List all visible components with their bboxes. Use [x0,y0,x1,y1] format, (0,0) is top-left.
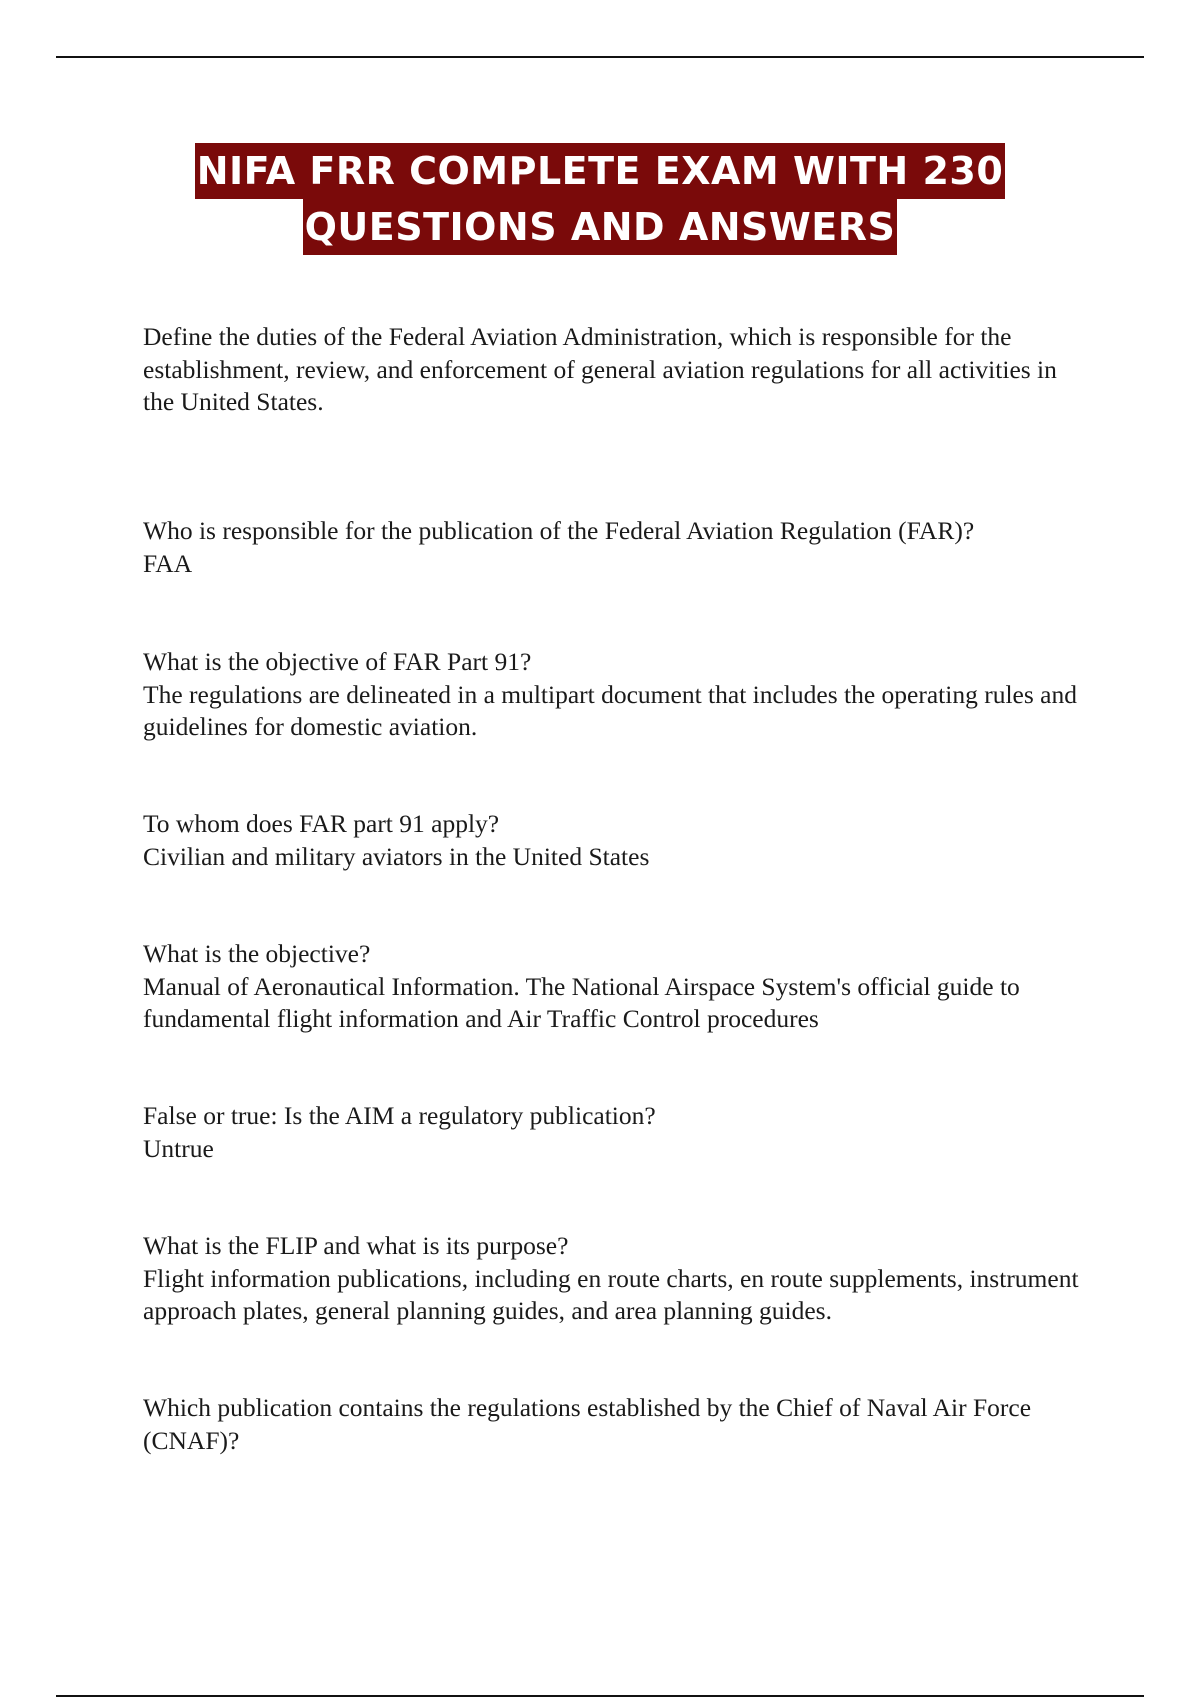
title-line-1: NIFA FRR COMPLETE EXAM WITH 230 [195,143,1006,199]
answer-text: FAA [143,548,193,578]
answer-text: Flight information publications, including en route charts, en route supplements, instrument approach plates, general planning guides, and area planning guides. [143,1263,1079,1325]
qa-entry-5 [143,938,1093,1036]
qa-entry-3 [143,646,1093,744]
question-text: Who is responsible for the publication of the Federal Aviation Regulation (FAR)? [143,516,975,545]
answer-text: Untrue [143,1133,214,1163]
question-text: What is the FLIP and what is its purpose? [143,1231,569,1260]
qa-entry-6 [143,1100,1093,1165]
question-text: Which publication contains the regulations established by the Chief of Naval Air Force (CNAF)? [143,1393,1032,1455]
qa-entry-8 [143,1392,1093,1457]
qa-entry-7 [143,1230,1093,1328]
qa-entry-2 [143,515,1093,580]
question-text: What is the objective of FAR Part 91? [143,647,532,676]
footer-rule [56,1695,1144,1697]
qa-entry-4 [143,808,1093,873]
question-text: False or true: Is the AIM a regulatory publication? [143,1101,656,1130]
answer-text: Manual of Aeronautical Information. The National Airspace System's official guide to fundamental flight information and Air Traffic Control procedures [143,971,1020,1033]
question-text: To whom does FAR part 91 apply? [143,809,500,838]
answer-text: The regulations are delineated in a multipart document that includes the operating rules and guidelines for domestic aviation. [143,679,1077,741]
question-text: What is the objective? [143,939,371,968]
document-title [0,143,1200,255]
qa-entry-1 [143,321,1093,419]
question-text: Define the duties of the Federal Aviation Administration, which is responsible for the establishment, review, and enforcement of general aviation regulations for all activities in the United States. [143,322,1057,416]
title-line-2: QUESTIONS AND ANSWERS [303,199,898,255]
header-rule [56,56,1144,58]
answer-text: Civilian and military aviators in the United States [143,841,650,871]
